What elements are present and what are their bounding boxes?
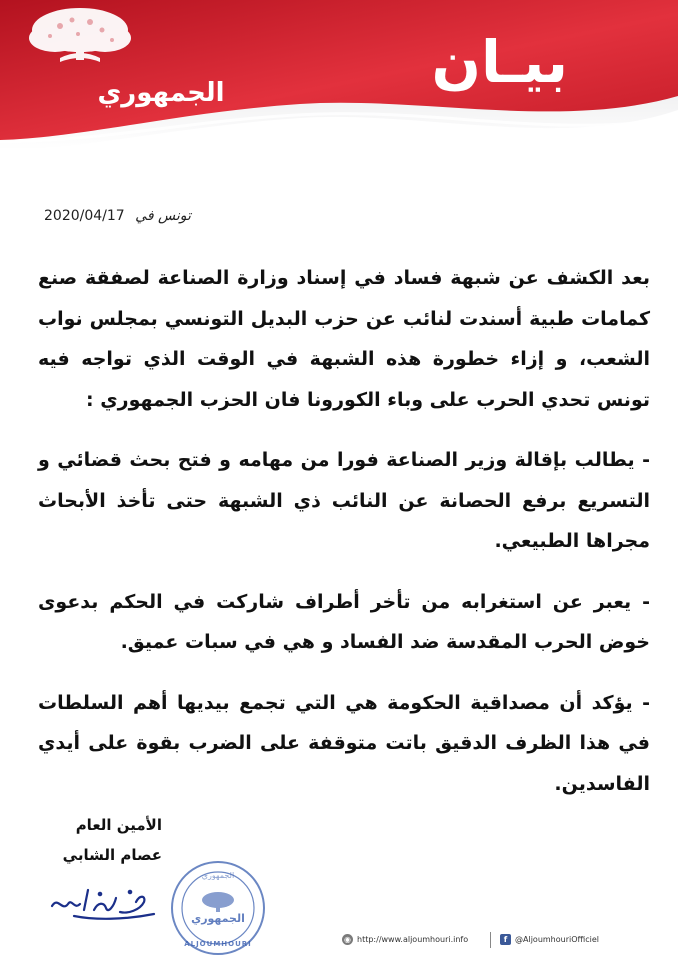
statement-intro: بعد الكشف عن شبهة فساد في إسناد وزارة الصناعة لصفقة صنع كمامات طبية أسندت لنائب عن حزب البديل التونسي بمجلس نواب الشعب، و إزاء خطورة هذه الشبهة في الوقت الذي تواجه فيه تونس تحدي الحرب على وباء الكورونا فان الحزب الجمهوري :: [38, 267, 650, 411]
date-line: [44, 208, 191, 224]
statement-point: - يطالب بإقالة وزير الصناعة فورا من مهامه و فتح بحث قضائي و التسريع برفع الحصانة عن النائب ذي الشبهة حتى تأخذ الأبحاث مجراها الطبيعي.: [38, 449, 650, 552]
statement-body: [38, 258, 650, 804]
date-place: تونس في: [135, 208, 191, 224]
facebook-handle: @AljoumhouriOfficiel: [515, 935, 600, 944]
stamp-arabic-text: الجمهوري: [191, 912, 245, 925]
footer-contact: [340, 932, 670, 950]
statement-point: - يؤكد أن مصداقية الحكومة هي التي تجمع بيديها أهم السلطات في هذا الظرف الدقيق باتت متوقفة على الضرب بقوة على أيدي الفاسدين.: [38, 691, 650, 795]
signatory-name: عصام الشابي: [62, 846, 162, 864]
statement-point: - يعبر عن استغرابه من تأخر أطراف شاركت في الحكم بدعوى خوض الحرب المقدسة ضد الفساد و هي في سبات عميق.: [38, 590, 650, 653]
footer-divider: [490, 932, 491, 948]
party-stamp: [168, 858, 268, 958]
handwritten-signature: [44, 876, 164, 926]
footer-website[interactable]: [342, 934, 468, 945]
letterhead-banner: [0, 0, 678, 190]
logo-wordmark: الجمهوري: [97, 78, 225, 108]
website-url: http://www.aljoumhouri.info: [357, 935, 469, 944]
stamp-latin-text: ALJOUMHOURI: [184, 940, 252, 948]
signatory-title: الأمين العام: [75, 816, 162, 834]
stamp-top-text: الجمهوري: [201, 871, 235, 880]
globe-icon: ◉: [342, 934, 353, 945]
footer-facebook[interactable]: [500, 934, 599, 945]
date-value: 2020/04/17: [44, 208, 125, 224]
facebook-icon: f: [500, 934, 511, 945]
document-title: بيـان: [431, 28, 568, 96]
